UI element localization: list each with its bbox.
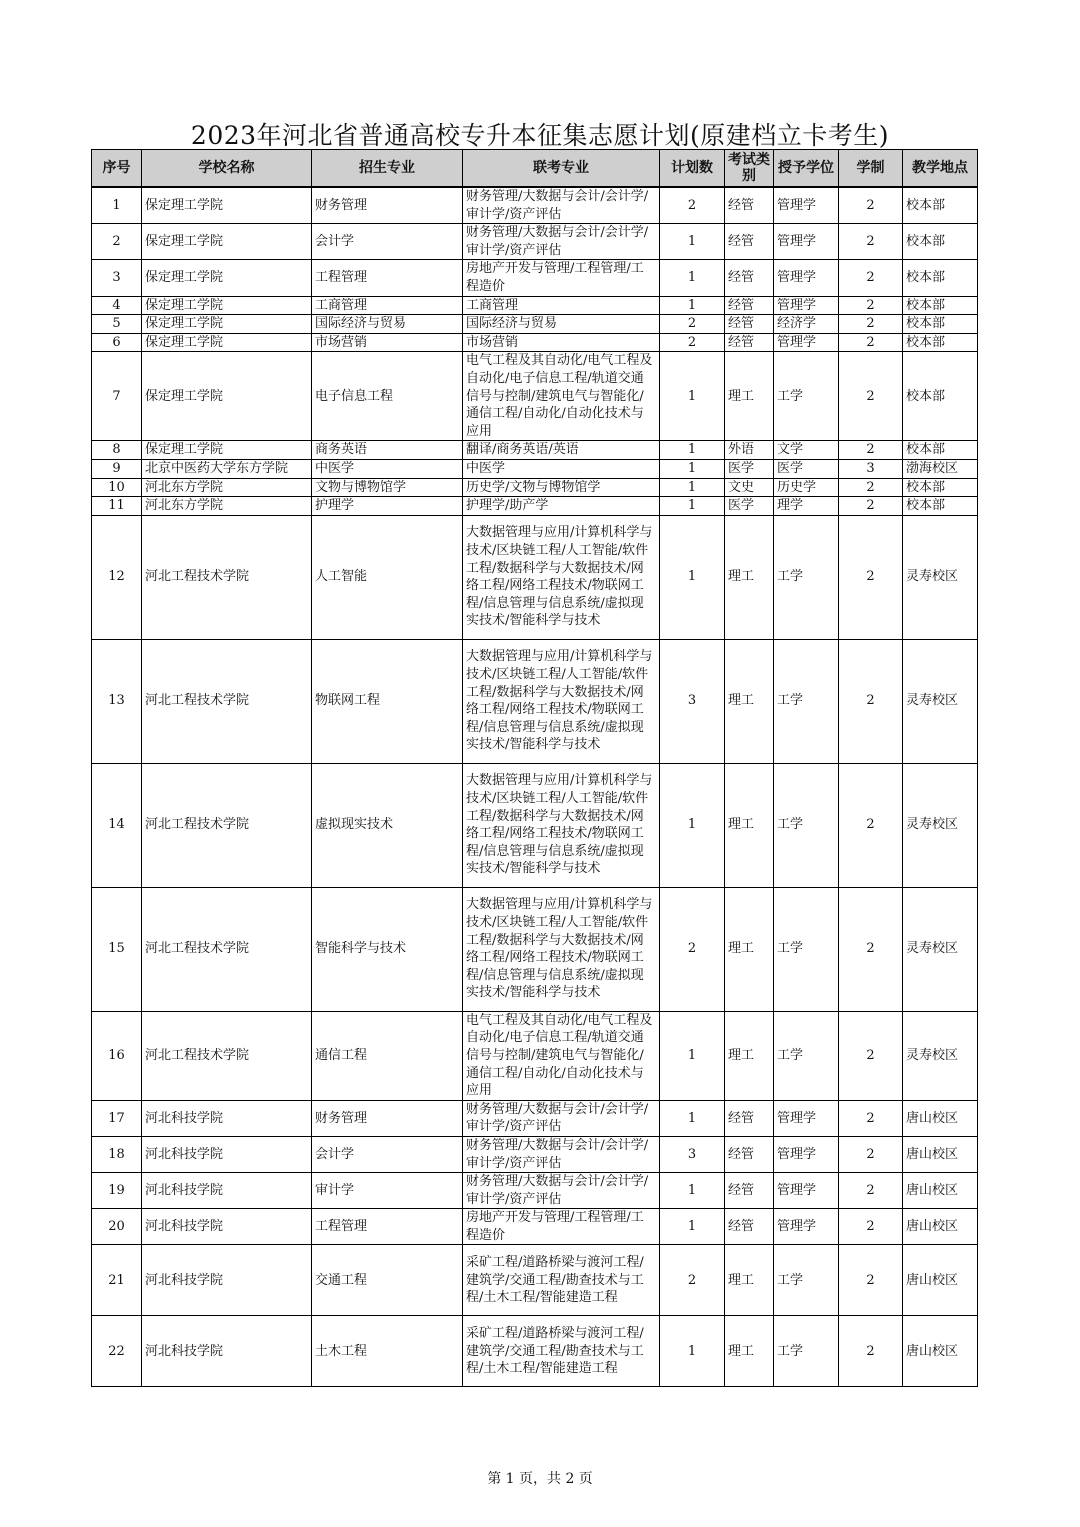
cell-school: 保定理工学院 xyxy=(142,441,312,460)
cell-category: 经管 xyxy=(725,260,774,296)
cell-years: 2 xyxy=(839,763,903,887)
cell-category: 经管 xyxy=(725,333,774,352)
table-row xyxy=(92,187,978,224)
cell-plan: 1 xyxy=(660,1209,725,1245)
table-row xyxy=(92,515,978,639)
cell-major: 工程管理 xyxy=(312,260,463,296)
cell-category: 经管 xyxy=(725,1100,774,1136)
cell-location: 唐山校区 xyxy=(903,1100,978,1136)
cell-school: 保定理工学院 xyxy=(142,315,312,334)
cell-years: 2 xyxy=(839,497,903,516)
cell-major: 会计学 xyxy=(312,1136,463,1172)
cell-plan: 3 xyxy=(660,1136,725,1172)
cell-degree: 工学 xyxy=(774,763,839,887)
cell-plan: 1 xyxy=(660,459,725,478)
cell-location: 唐山校区 xyxy=(903,1173,978,1209)
page-title: 2023年河北省普通高校专升本征集志愿计划(原建档立卡考生) xyxy=(190,121,890,150)
cell-category: 医学 xyxy=(725,459,774,478)
page-footer: 第 1 页，共 2 页 xyxy=(487,1471,593,1487)
cell-degree: 管理学 xyxy=(774,1136,839,1172)
cell-school: 河北科技学院 xyxy=(142,1136,312,1172)
cell-major: 人工智能 xyxy=(312,515,463,639)
cell-location: 灵寿校区 xyxy=(903,639,978,763)
cell-exam-subjects: 工商管理 xyxy=(463,296,660,315)
cell-degree: 经济学 xyxy=(774,315,839,334)
cell-major: 财务管理 xyxy=(312,1100,463,1136)
cell-years: 2 xyxy=(839,441,903,460)
cell-no: 7 xyxy=(92,352,142,441)
table-header-row xyxy=(92,150,978,188)
cell-exam-subjects: 财务管理/大数据与会计/会计学/审计学/资产评估 xyxy=(463,1173,660,1209)
cell-category: 理工 xyxy=(725,515,774,639)
cell-degree: 工学 xyxy=(774,1316,839,1387)
enrollment-plan-table xyxy=(91,149,978,1387)
table-row xyxy=(92,1245,978,1316)
cell-exam-subjects: 护理学/助产学 xyxy=(463,497,660,516)
cell-major: 工商管理 xyxy=(312,296,463,315)
cell-category: 理工 xyxy=(725,763,774,887)
cell-no: 15 xyxy=(92,887,142,1011)
table-row xyxy=(92,352,978,441)
table-row xyxy=(92,315,978,334)
cell-plan: 1 xyxy=(660,1316,725,1387)
cell-major: 物联网工程 xyxy=(312,639,463,763)
table-row xyxy=(92,1173,978,1209)
cell-years: 2 xyxy=(839,296,903,315)
cell-degree: 工学 xyxy=(774,1011,839,1100)
cell-years: 2 xyxy=(839,260,903,296)
col-header-major: 招生专业 xyxy=(312,150,463,188)
cell-location: 校本部 xyxy=(903,296,978,315)
cell-degree: 管理学 xyxy=(774,1173,839,1209)
cell-plan: 1 xyxy=(660,441,725,460)
cell-location: 校本部 xyxy=(903,187,978,224)
cell-exam-subjects: 房地产开发与管理/工程管理/工程造价 xyxy=(463,260,660,296)
cell-plan: 2 xyxy=(660,333,725,352)
cell-years: 2 xyxy=(839,315,903,334)
cell-plan: 3 xyxy=(660,639,725,763)
cell-school: 河北东方学院 xyxy=(142,478,312,497)
table-row xyxy=(92,1209,978,1245)
cell-plan: 1 xyxy=(660,1100,725,1136)
cell-location: 校本部 xyxy=(903,478,978,497)
cell-no: 14 xyxy=(92,763,142,887)
cell-location: 灵寿校区 xyxy=(903,515,978,639)
cell-exam-subjects: 财务管理/大数据与会计/会计学/审计学/资产评估 xyxy=(463,1136,660,1172)
table-row xyxy=(92,763,978,887)
cell-category: 经管 xyxy=(725,1136,774,1172)
cell-degree: 历史学 xyxy=(774,478,839,497)
cell-no: 22 xyxy=(92,1316,142,1387)
col-header-degree: 授予学位 xyxy=(774,150,839,188)
cell-degree: 文学 xyxy=(774,441,839,460)
table-row xyxy=(92,639,978,763)
cell-no: 2 xyxy=(92,224,142,260)
cell-exam-subjects: 电气工程及其自动化/电气工程及自动化/电子信息工程/轨道交通信号与控制/建筑电气与智能化/通信工程/自动化/自动化技术与应用 xyxy=(463,1011,660,1100)
cell-category: 经管 xyxy=(725,296,774,315)
col-header-category: 考试类别 xyxy=(725,150,774,188)
cell-location: 校本部 xyxy=(903,441,978,460)
cell-category: 理工 xyxy=(725,1245,774,1316)
cell-exam-subjects: 中医学 xyxy=(463,459,660,478)
cell-exam-subjects: 财务管理/大数据与会计/会计学/审计学/资产评估 xyxy=(463,1100,660,1136)
table-body xyxy=(92,187,978,1387)
cell-location: 校本部 xyxy=(903,352,978,441)
cell-no: 17 xyxy=(92,1100,142,1136)
cell-years: 2 xyxy=(839,1011,903,1100)
cell-school: 河北科技学院 xyxy=(142,1245,312,1316)
cell-years: 3 xyxy=(839,459,903,478)
table-row xyxy=(92,260,978,296)
cell-no: 18 xyxy=(92,1136,142,1172)
cell-major: 智能科学与技术 xyxy=(312,887,463,1011)
cell-location: 校本部 xyxy=(903,315,978,334)
cell-degree: 管理学 xyxy=(774,1209,839,1245)
table-row xyxy=(92,296,978,315)
cell-major: 国际经济与贸易 xyxy=(312,315,463,334)
cell-school: 河北科技学院 xyxy=(142,1173,312,1209)
cell-major: 通信工程 xyxy=(312,1011,463,1100)
cell-location: 校本部 xyxy=(903,497,978,516)
cell-major: 土木工程 xyxy=(312,1316,463,1387)
cell-plan: 1 xyxy=(660,497,725,516)
cell-no: 1 xyxy=(92,187,142,224)
cell-category: 经管 xyxy=(725,315,774,334)
cell-plan: 1 xyxy=(660,224,725,260)
table-row xyxy=(92,887,978,1011)
cell-location: 校本部 xyxy=(903,224,978,260)
table-row xyxy=(92,459,978,478)
cell-years: 2 xyxy=(839,1100,903,1136)
cell-category: 理工 xyxy=(725,352,774,441)
cell-location: 灵寿校区 xyxy=(903,763,978,887)
cell-degree: 管理学 xyxy=(774,224,839,260)
cell-location: 渤海校区 xyxy=(903,459,978,478)
cell-location: 灵寿校区 xyxy=(903,1011,978,1100)
cell-exam-subjects: 财务管理/大数据与会计/会计学/审计学/资产评估 xyxy=(463,187,660,224)
cell-years: 2 xyxy=(839,1209,903,1245)
cell-degree: 理学 xyxy=(774,497,839,516)
cell-exam-subjects: 大数据管理与应用/计算机科学与技术/区块链工程/人工智能/软件工程/数据科学与大数据技术/网络工程/网络工程技术/物联网工程/信息管理与信息系统/虚拟现实技术/智能科学与技术 xyxy=(463,887,660,1011)
cell-major: 审计学 xyxy=(312,1173,463,1209)
cell-degree: 管理学 xyxy=(774,333,839,352)
cell-major: 会计学 xyxy=(312,224,463,260)
cell-plan: 2 xyxy=(660,1245,725,1316)
cell-exam-subjects: 国际经济与贸易 xyxy=(463,315,660,334)
cell-location: 校本部 xyxy=(903,333,978,352)
table-row xyxy=(92,1136,978,1172)
col-header-no: 序号 xyxy=(92,150,142,188)
cell-category: 理工 xyxy=(725,887,774,1011)
cell-major: 文物与博物馆学 xyxy=(312,478,463,497)
col-header-location: 教学地点 xyxy=(903,150,978,188)
cell-category: 外语 xyxy=(725,441,774,460)
cell-no: 12 xyxy=(92,515,142,639)
cell-major: 工程管理 xyxy=(312,1209,463,1245)
cell-plan: 1 xyxy=(660,260,725,296)
cell-category: 经管 xyxy=(725,1209,774,1245)
cell-years: 2 xyxy=(839,478,903,497)
cell-school: 保定理工学院 xyxy=(142,296,312,315)
cell-degree: 工学 xyxy=(774,1245,839,1316)
cell-category: 医学 xyxy=(725,497,774,516)
cell-degree: 管理学 xyxy=(774,260,839,296)
cell-exam-subjects: 大数据管理与应用/计算机科学与技术/区块链工程/人工智能/软件工程/数据科学与大数据技术/网络工程/网络工程技术/物联网工程/信息管理与信息系统/虚拟现实技术/智能科学与技术 xyxy=(463,763,660,887)
cell-school: 河北工程技术学院 xyxy=(142,639,312,763)
cell-no: 4 xyxy=(92,296,142,315)
cell-no: 13 xyxy=(92,639,142,763)
cell-location: 唐山校区 xyxy=(903,1209,978,1245)
cell-exam-subjects: 市场营销 xyxy=(463,333,660,352)
cell-category: 经管 xyxy=(725,187,774,224)
cell-plan: 1 xyxy=(660,515,725,639)
cell-plan: 1 xyxy=(660,352,725,441)
cell-years: 2 xyxy=(839,224,903,260)
cell-years: 2 xyxy=(839,515,903,639)
table-row xyxy=(92,224,978,260)
col-header-plan: 计划数 xyxy=(660,150,725,188)
table-row xyxy=(92,497,978,516)
col-header-exam-subjects: 联考专业 xyxy=(463,150,660,188)
cell-degree: 工学 xyxy=(774,639,839,763)
cell-school: 保定理工学院 xyxy=(142,224,312,260)
cell-major: 电子信息工程 xyxy=(312,352,463,441)
cell-no: 19 xyxy=(92,1173,142,1209)
cell-years: 2 xyxy=(839,352,903,441)
cell-location: 灵寿校区 xyxy=(903,887,978,1011)
cell-no: 5 xyxy=(92,315,142,334)
cell-major: 中医学 xyxy=(312,459,463,478)
cell-exam-subjects: 采矿工程/道路桥梁与渡河工程/建筑学/交通工程/勘查技术与工程/土木工程/智能建造工程 xyxy=(463,1316,660,1387)
cell-plan: 1 xyxy=(660,1173,725,1209)
cell-location: 唐山校区 xyxy=(903,1245,978,1316)
cell-category: 文史 xyxy=(725,478,774,497)
table-row xyxy=(92,1011,978,1100)
cell-school: 河北科技学院 xyxy=(142,1209,312,1245)
cell-no: 11 xyxy=(92,497,142,516)
cell-years: 2 xyxy=(839,187,903,224)
cell-location: 唐山校区 xyxy=(903,1316,978,1387)
cell-school: 河北工程技术学院 xyxy=(142,763,312,887)
cell-exam-subjects: 翻译/商务英语/英语 xyxy=(463,441,660,460)
cell-degree: 管理学 xyxy=(774,187,839,224)
cell-major: 商务英语 xyxy=(312,441,463,460)
cell-exam-subjects: 采矿工程/道路桥梁与渡河工程/建筑学/交通工程/勘查技术与工程/土木工程/智能建造工程 xyxy=(463,1245,660,1316)
cell-plan: 2 xyxy=(660,315,725,334)
table-row xyxy=(92,1100,978,1136)
cell-degree: 工学 xyxy=(774,515,839,639)
cell-exam-subjects: 电气工程及其自动化/电气工程及自动化/电子信息工程/轨道交通信号与控制/建筑电气与智能化/通信工程/自动化/自动化技术与应用 xyxy=(463,352,660,441)
cell-degree: 医学 xyxy=(774,459,839,478)
cell-location: 唐山校区 xyxy=(903,1136,978,1172)
cell-plan: 1 xyxy=(660,763,725,887)
cell-category: 理工 xyxy=(725,1316,774,1387)
cell-no: 6 xyxy=(92,333,142,352)
table-row xyxy=(92,441,978,460)
cell-degree: 管理学 xyxy=(774,1100,839,1136)
cell-location: 校本部 xyxy=(903,260,978,296)
cell-major: 交通工程 xyxy=(312,1245,463,1316)
cell-years: 2 xyxy=(839,1245,903,1316)
cell-school: 保定理工学院 xyxy=(142,260,312,296)
cell-school: 河北工程技术学院 xyxy=(142,1011,312,1100)
cell-degree: 工学 xyxy=(774,352,839,441)
table-row xyxy=(92,333,978,352)
cell-years: 2 xyxy=(839,639,903,763)
table-row xyxy=(92,1316,978,1387)
col-header-school: 学校名称 xyxy=(142,150,312,188)
cell-years: 2 xyxy=(839,1173,903,1209)
cell-no: 16 xyxy=(92,1011,142,1100)
cell-years: 2 xyxy=(839,333,903,352)
cell-degree: 管理学 xyxy=(774,296,839,315)
cell-plan: 2 xyxy=(660,887,725,1011)
cell-school: 保定理工学院 xyxy=(142,187,312,224)
cell-years: 2 xyxy=(839,1316,903,1387)
cell-school: 北京中医药大学东方学院 xyxy=(142,459,312,478)
cell-school: 河北工程技术学院 xyxy=(142,887,312,1011)
cell-plan: 2 xyxy=(660,187,725,224)
cell-school: 河北东方学院 xyxy=(142,497,312,516)
cell-school: 保定理工学院 xyxy=(142,333,312,352)
cell-plan: 1 xyxy=(660,296,725,315)
cell-category: 理工 xyxy=(725,639,774,763)
cell-major: 虚拟现实技术 xyxy=(312,763,463,887)
cell-category: 经管 xyxy=(725,1173,774,1209)
cell-years: 2 xyxy=(839,887,903,1011)
table-row xyxy=(92,478,978,497)
cell-major: 市场营销 xyxy=(312,333,463,352)
cell-school: 保定理工学院 xyxy=(142,352,312,441)
cell-plan: 1 xyxy=(660,1011,725,1100)
cell-school: 河北科技学院 xyxy=(142,1316,312,1387)
cell-exam-subjects: 大数据管理与应用/计算机科学与技术/区块链工程/人工智能/软件工程/数据科学与大数据技术/网络工程/网络工程技术/物联网工程/信息管理与信息系统/虚拟现实技术/智能科学与技术 xyxy=(463,515,660,639)
cell-exam-subjects: 大数据管理与应用/计算机科学与技术/区块链工程/人工智能/软件工程/数据科学与大数据技术/网络工程/网络工程技术/物联网工程/信息管理与信息系统/虚拟现实技术/智能科学与技术 xyxy=(463,639,660,763)
cell-no: 9 xyxy=(92,459,142,478)
cell-years: 2 xyxy=(839,1136,903,1172)
cell-plan: 1 xyxy=(660,478,725,497)
cell-no: 3 xyxy=(92,260,142,296)
cell-no: 8 xyxy=(92,441,142,460)
cell-no: 10 xyxy=(92,478,142,497)
cell-category: 经管 xyxy=(725,224,774,260)
cell-degree: 工学 xyxy=(774,887,839,1011)
cell-exam-subjects: 历史学/文物与博物馆学 xyxy=(463,478,660,497)
cell-category: 理工 xyxy=(725,1011,774,1100)
cell-school: 河北科技学院 xyxy=(142,1100,312,1136)
cell-school: 河北工程技术学院 xyxy=(142,515,312,639)
col-header-years: 学制 xyxy=(839,150,903,188)
cell-major: 护理学 xyxy=(312,497,463,516)
cell-exam-subjects: 财务管理/大数据与会计/会计学/审计学/资产评估 xyxy=(463,224,660,260)
cell-no: 21 xyxy=(92,1245,142,1316)
cell-exam-subjects: 房地产开发与管理/工程管理/工程造价 xyxy=(463,1209,660,1245)
cell-no: 20 xyxy=(92,1209,142,1245)
cell-major: 财务管理 xyxy=(312,187,463,224)
